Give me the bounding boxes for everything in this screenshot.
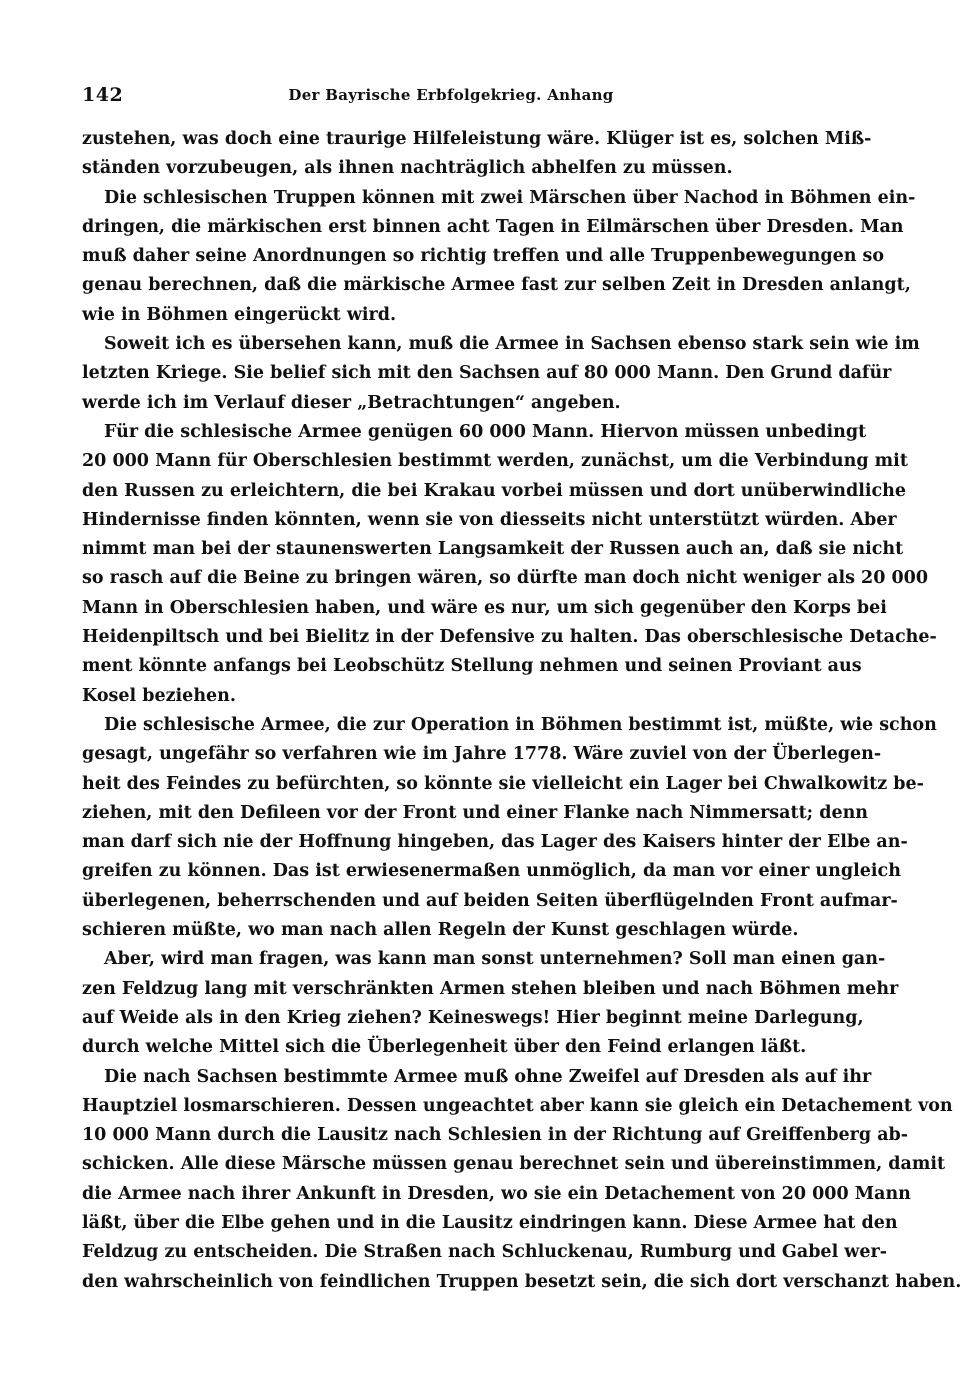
page-header <box>82 84 820 108</box>
text-line: Mann in Oberschlesien haben, und wäre es nur, um sich gegenüber den Korps bei <box>82 597 887 618</box>
text-line: greifen zu können. Das ist erwiesenermaßen unmöglich, da man vor einer ungleich <box>82 861 901 882</box>
paragraph <box>82 330 920 418</box>
text-line: ment könnte anfangs bei Leobschütz Stellung nehmen und seinen Proviant aus <box>82 656 862 677</box>
text-line: Hindernisse finden könnten, wenn sie von diesseits nicht unterstützt würden. Aber <box>82 509 897 530</box>
text-line: zen Feldzug lang mit verschränkten Armen stehen bleiben und nach Böhmen mehr <box>82 978 899 999</box>
text-line: heit des Feindes zu befürchten, so könnte sie vielleicht ein Lager bei Chwalkowitz be- <box>82 773 924 794</box>
text-line: gesagt, ungefähr so verfahren wie im Jahre 1778. Wäre zuviel von der Überlegen- <box>82 744 882 765</box>
text-line: nimmt man bei der staunenswerten Langsamkeit der Russen auch an, daß sie nicht <box>82 539 904 560</box>
paragraph <box>82 711 937 945</box>
text-line: die Armee nach ihrer Ankunft in Dresden, wo sie ein Detachement von 20 000 Mann <box>82 1183 911 1204</box>
text-line: schieren müßte, wo man nach allen Regeln der Kunst geschlagen würde. <box>82 920 799 941</box>
text-line: ständen vorzubeugen, als ihnen nachträglich abhelfen zu müssen. <box>82 158 733 179</box>
text-line: muß daher seine Anordnungen so richtig treffen und alle Truppenbewegungen so <box>82 246 885 267</box>
text-line: ziehen, mit den Defileen vor der Front und einer Flanke nach Nimmersatt; denn <box>82 802 869 823</box>
text-line: auf Weide als in den Krieg ziehen? Keineswegs! Hier beginnt meine Darlegung, <box>82 1007 864 1028</box>
text-line: man darf sich nie der Hoffnung hingeben, das Lager des Kaisers hinter der Elbe an- <box>82 832 908 853</box>
text-line: überlegenen, beherrschenden und auf beiden Seiten überflügelnden Front aufmar- <box>82 890 898 911</box>
text-line: Soweit ich es übersehen kann, muß die Armee in Sachsen ebenso stark sein wie im <box>104 334 920 355</box>
text-line: läßt, über die Elbe gehen und in die Lausitz eindringen kann. Diese Armee hat den <box>82 1212 898 1233</box>
text-line: den wahrscheinlich von feindlichen Truppen besetzt sein, die sich dort verschanzt haben. <box>82 1271 961 1292</box>
page-number: 142 <box>82 84 124 106</box>
text-line: zustehen, was doch eine traurige Hilfeleistung wäre. Klüger ist es, solchen Miß- <box>82 129 872 149</box>
paragraph <box>82 945 899 1062</box>
text-line: Hauptziel losmarschieren. Dessen ungeachtet aber kann sie gleich ein Detachement von <box>82 1095 953 1116</box>
paragraph <box>82 125 872 184</box>
text-line: Heidenpiltsch und bei Bielitz in der Defensive zu halten. Das oberschlesische Detache- <box>82 627 937 648</box>
paragraph <box>82 1063 961 1297</box>
text-line: durch welche Mittel sich die Überlegenheit über den Feind erlangen läßt. <box>82 1037 807 1058</box>
text-line: werde ich im Verlauf dieser „Betrachtungen“ angeben. <box>82 392 621 413</box>
text-line: genau berechnen, daß die märkische Armee fast zur selben Zeit in Dresden anlangt, <box>82 275 911 296</box>
text-line: Kosel beziehen. <box>82 685 236 706</box>
text-line: wie in Böhmen eingerückt wird. <box>82 304 397 325</box>
text-line: dringen, die märkischen erst binnen acht Tagen in Eilmärschen über Dresden. Man <box>82 216 904 237</box>
text-line: Für die schlesische Armee genügen 60 000 Mann. Hiervon müssen unbedingt <box>104 421 867 442</box>
text-line: so rasch auf die Beine zu bringen wären, so dürfte man doch nicht weniger als 20 000 <box>82 568 929 589</box>
text-line: schicken. Alle diese Märsche müssen genau berechnet sein und übereinstimmen, damit <box>82 1154 946 1175</box>
running-title: Der Bayrische Erbfolgekrieg. Anhang <box>288 86 614 104</box>
text-line: Aber, wird man fragen, was kann man sonst unternehmen? Soll man einen gan- <box>104 949 886 970</box>
text-line: Die schlesischen Truppen können mit zwei Märschen über Nachod in Böhmen ein- <box>104 187 916 208</box>
text-line: 20 000 Mann für Oberschlesien bestimmt werden, zunächst, um die Verbindung mit <box>82 451 908 472</box>
paragraph <box>82 418 937 711</box>
text-line: Die schlesische Armee, die zur Operation in Böhmen bestimmt ist, müßte, wie schon <box>104 714 937 735</box>
text-line: letzten Kriege. Sie belief sich mit den Sachsen auf 80 000 Mann. Den Grund dafür <box>82 363 892 384</box>
paragraph <box>82 184 916 330</box>
text-line: Die nach Sachsen bestimmte Armee muß ohne Zweifel auf Dresden als auf ihr <box>104 1066 872 1087</box>
text-line: den Russen zu erleichtern, die bei Krakau vorbei müssen und dort unüberwindliche <box>82 480 907 501</box>
text-line: 10 000 Mann durch die Lausitz nach Schlesien in der Richtung auf Greiffenberg ab- <box>82 1125 909 1146</box>
body-text <box>82 125 961 1297</box>
text-line: Feldzug zu entscheiden. Die Straßen nach Schluckenau, Rumburg und Gabel wer- <box>82 1242 887 1263</box>
